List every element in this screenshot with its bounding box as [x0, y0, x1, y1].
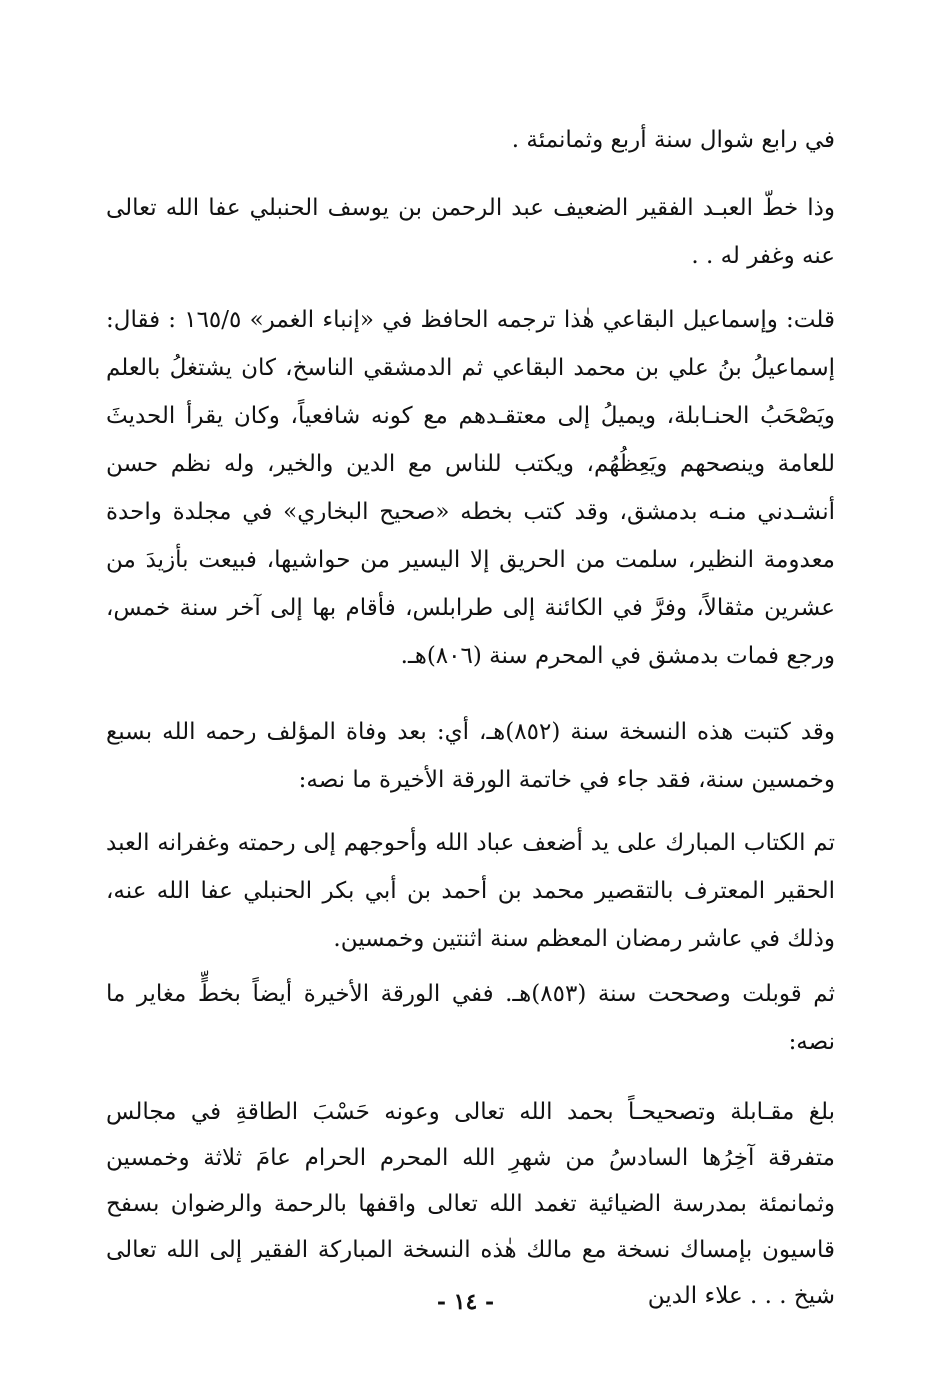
paragraph-5: تم الكتاب المبارك على يد أضعف عباد الله وأحوجهم إلى رحمته وغفرانه العبد الحقير المعترف بالتقصير محمد بن أحمد بن أبي بكر الحنبلي عفا الله عنه، وذلك في عاشر رمضان المعظم سنة اثنتين وخمسين.	[106, 830, 835, 952]
page-number: - ١٤ -	[436, 1289, 495, 1315]
paragraph-3: قلت: وإسماعيل البقاعي هٰذا ترجمه الحافظ في «إنباء الغمر» ١٦٥/٥ : فقال: إسماعيلُ بنُ علي بن محمد البقاعي ثم الدمشقي الناسخ، كان يشتغلُ بالعلم ويَصْحَبُ الحنـابلة، ويميلُ إلى معتقـدهم مع كونه شافعياً، وكان يقرأ الحديثَ للعامة وينصحهم ويَعِظُهُم، ويكتب للناس مع الدين والخير، وله نظم حسن أنشـدني منـه بدمشق، وقد كتب بخطه «صحيح البخاري» في مجلدة واحدة معدومة النظير، سلمت من الحريق إلا اليسير من حواشيها، فبيعت بأزيدَ من عشرين مثقالاً، وفرَّ في الكائنة إلى طرابلس، فأقام بها إلى آخر سنة خمس، ورجع فمات بدمشق في المحرم سنة (٨٠٦)هـ.	[106, 307, 835, 669]
paragraph-2: وذا خطّ العبـد الفقير الضعيف عبد الرحمن بن يوسف الحنبلي عفا الله تعالى عنه وغفر له . .	[106, 195, 835, 269]
paragraph-1: في رابع شوال سنة أربع وثمانمئة .	[511, 127, 835, 153]
paragraph-7: بلغ مقـابلة وتصحيحـاً بحمد الله تعالى وعونه حَسْبَ الطاقةِ في مجالس متفرقة آخِرُها السادسُ من شهرِ الله المحرم الحرام عامَ ثلاثة وخمسين وثمانمئة بمدرسة الضيائية تغمد الله تعالى واقفها بالرحمة والرضوان بسفح قاسيون بإمساك نسخة مع مالك هٰذه النسخة المباركة الفقير إلى الله تعالى شيخ . . . علاء الدين	[106, 1099, 835, 1309]
paragraph-4: وقد كتبت هذه النسخة سنة (٨٥٢)هـ، أي: بعد وفاة المؤلف رحمه الله بسبع وخمسين سنة، فقد جاء في خاتمة الورقة الأخيرة ما نصه:	[106, 719, 835, 793]
paragraph-6: ثم قوبلت وصححت سنة (٨٥٣)هـ. ففي الورقة الأخيرة أيضاً بخطٍّ مغاير ما نصه:	[106, 981, 835, 1055]
